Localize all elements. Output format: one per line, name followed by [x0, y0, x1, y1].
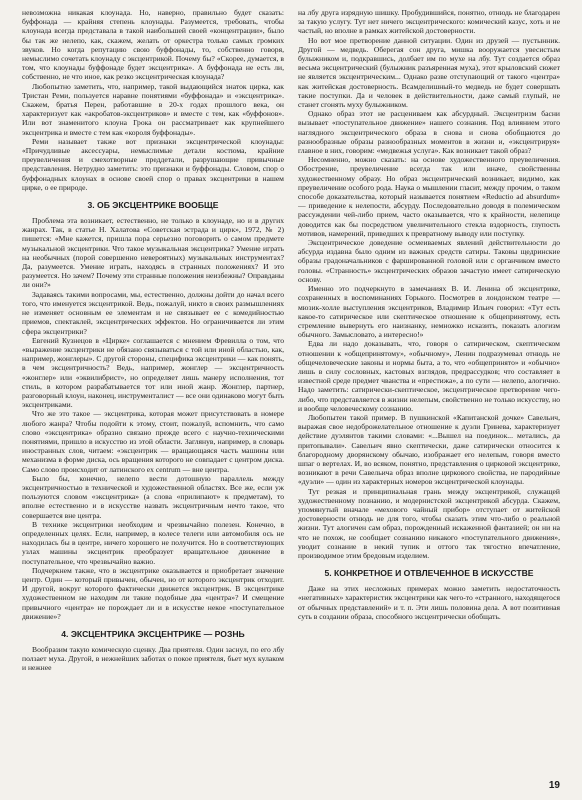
paragraph: Что же это такое — эксцентрика, которая может присутствовать в номере любого жанра? Чтобы подойти к этому, стоит, пожалуй, вспомнить, что само слово «эксцентрика» образно связано прежде всего с научно-техническими понятиями, пришло в искусство из этой области. Заглянув, например, в словарь иностранных слов, читаем: «эксцентрик — вращающаяся часть машины или механизма в форме диска, ось вращения которого не совпадает с центром диска. Само слово происходит от латинского ex centrum — вне центра.	[22, 409, 284, 474]
page-number: 19	[548, 780, 560, 791]
paragraph: Даже на этих несложных примерах можно заметить недостаточность «негативных» характеристик эксцентрики как чего-то «странного, находящегося от обычных представлений» и т. п. Эти лишь половина дела. А вот позитивная суть в создании образа, способного эксцентрически обобщать.	[298, 584, 560, 621]
left-column	[22, 8, 284, 784]
paragraph: Именно это подчеркнуто в замечаниях В. И. Ленина об эксцентрике, сохраненных в воспоминаниях Горького. Посмотрев в лондонском театре — мюзик-холле выступления эксцентриков, Владимир Ильич говорил: «Тут есть какое-то сатирическое или скептическое отношение к общепринятому, есть стремление вывернуть его наизнанку, немножко исказить, показать алогизм обычного. Замысловато, а интересно!»	[298, 284, 560, 340]
paragraph: Проблема эта возникает, естественно, не только в клоунаде, но и в других жанрах. Так, в статье Н. Халатова «Советская эстрада и цирк», 1972, № 2) пишется: «Мне кажется, пришла пора серьезно поговорить о самом предмете музыкальной эксцентрики. Что такое музыкальная эксцентрика? Умение играть на необычных (порой совершенно невероятных) музыкальных инструментах? Да, разумеется. Умение играть, находясь в странных положениях? И это разумеется. Но зачем? Почему эти странные положения неизбежны? Оправданы ли они?»	[22, 216, 284, 290]
paragraph: Тут резкая и принципиальная грань между эксцентрикой, служащей художественному познанию, и модернистской эксцентрикой абсурда. Скажем, упомянутый вначале «мехового чайный прибор» отступает от житейской достоверности отнюдь не для того, чтобы сказать этим что-либо о реальной жизни. Тут алогичен сам образ, порожденный искаженной фантазией; он ни на что не похож, не сообщает сознанию никакого «поступательного движения», уводит сознание в некий тупик и оттого так тягостно впечатление, производимое этим бредовым изделием.	[298, 486, 560, 560]
section-heading: 3. ОБ ЭКСЦЕНТРИКЕ ВООБЩЕ	[87, 200, 219, 211]
paragraph: Едва ли надо доказывать, что, говоря о сатирическом, скептическом отношении к «общепринятому», «обычному», Ленин подразумевал отнюдь не общечеловеческие законы и нормы быта, а то, что «общепринято» и «обычно» лишь в силу сословных, кастовых взглядов, предрассудков; что составляет в известной среде предмет чванства и «престижа», а по сути — нелепо, алогично. Надо заметить: сатирически-скептическое, эксцентрическое претворение чего-либо, что представляется в жизни нелепым, свойственно не только искусству, но и вообще человеческому сознанию.	[298, 339, 560, 413]
right-column	[298, 8, 560, 784]
paragraph: Однако образ этот не расцениваем как абсурдный. Эксцентризм басни вызывает «поступательное движение» нашего сознания. Под влиянием этого наглядного эксцентрического образа в снова и снова обобщаются до разнообразные образы разнообразных моментов в жизни и, «эксцентрируя» главное в них, говорим: «медвежья услуга». Как возникает такой образ?	[298, 109, 560, 156]
paragraph: на лбу друга изрядную шишку. Пробудившийся, понятно, отнюдь не благодарен за такую услугу. Тут нет ничего эксцентрического: комический казус, хоть и не частый, но вполне в рамках житейской достоверности.	[298, 8, 560, 36]
paragraph: В технике эксцентрики необходим и чрезвычайно полезен. Конечно, в определенных целях. Если, например, в колесе телеги или автомобиля ось не находилась бы в центре, ничего хорошего не получится. Но в соответствующих узлах машины эксцентрик преобразует вращательное движение в поступательное, что чрезвычайно важно.	[22, 519, 284, 566]
paragraph: Вообразим такую комическую сценку. Два приятеля. Один заснул, по его лбу ползает муха. Другой, в нежнейших заботах о покое приятеля, бьет мух кулаком и нежнее	[22, 645, 284, 673]
paragraph: Было бы, конечно, нелепо вести дотошную параллель между эксцентричностью в технической и художественной областях. Все же, если уж пользуются словом «эксцентрика» (а слова «прилипают» к предметам), то вполне естественно и в искусстве назвать эксцентричным нечто такое, что совершается вне центра.	[22, 473, 284, 520]
paragraph: Эксцентрическое доведение осмеиваемых явлений действительности до абсурда издавна было одним из важных средств сатиры. Таковы щедринские образы градоначальников с фаршированной головой или с органчиком вместо головы. «Странность» эксцентрических образов зачастую имеет сатирическую основу.	[298, 238, 560, 284]
paragraph: Но вот мое претворение данной ситуации. Один из друзей — пустынник. Другой — медведь. Оберегая сон друга, мишка вооружается увесистым булыжником и, подкравшись, долбает им по мухе на лбу. Тут создается образ весьма эксцентрический (булыжник разъяренная муха), этот крыловский сюжет не является эксцентрическим... Однако разве отступающий от такого «центра» как житейская достоверность. Всамделишный-то медведь не будет совершать такие поступки. Да и человек в действительности, даже самый глупый, не станет сгонять муху булыжником.	[298, 35, 560, 110]
magazine-page	[22, 8, 562, 784]
paragraph: Любопытно заметить, что, например, такой выдающийся знаток цирка, как Тристан Реми, пользуется наравне понятиями «буффонада» и «эксцентрика». Скажем, братья Перен, работавшие в 20-х годах прошлого века, он характеризует как «акробатов-эксцентриков» и вместе с тем, как «буффонов». Или вот знаменитого клоуна Грока он рассматривает как крупнейшего эксцентрика и вместе с тем как «короля буффонады».	[22, 81, 284, 137]
paragraph: Задаваясь такими вопросами, мы, естественно, должны дойти до начал всего того, что именуется эксцентрикой. Ведь, пожалуй, никто в своих размышлениях не изменяет основным ее элементам и не связывает ее с комедийностью приемов, спектаклей, эксцентрических эффектов. Но ограничивается ли этим сфера эксцентрики?	[22, 289, 284, 336]
paragraph: Реми называет также вот признаки эксцентрической клоунады: «Причудливые аксессуары, немыслимые детали костюма, крайние преувеличения и смехотворные преддетали, разрушающие привычные представления. Нетрудно заметить: это признаки и буффонады. Словом, спор о буффонадных клоунах в основе своей спор о правах эксцентрики в нашем цирке, о ее природе.	[22, 136, 284, 192]
section-heading: 4. ЭКСЦЕНТРИКА ЭКСЦЕНТРИКЕ — РОЗНЬ	[61, 629, 245, 639]
paragraph: Несомненно, можно сказать: на основе художественного преувеличения. Обострение, преувеличение всегда так или иначе, свойственны художественному образу. Но образ эксцентрический возникает, видимо, как преувеличение особого рода. Наука о мышлении гласит, между прочим, о таком способе доказательства, который называется понятием «Reductio ad absurdum» — приведение к нелепости, абсурду. Последовательно доводя в полемическом рассуждении чей-либо прием, часто оказывается, что к крайности, нелепице доводится как бы посредством увеличительного стекла вздорность, глупость мотивов, намерений, приведших к превратному выводу или поступку.	[298, 155, 560, 238]
paragraph: Любопытен такой пример. В пушкинской «Капитанской дочке» Савельич, выражая свое недоброжелательное отношение к дуэли Гринева, характеризует действие дуэлянтов такими словами: «...Вышел на поединок... метались, да притопывали». Савельич явно скептически, даже сатирически относится к благородному дворянскому обычаю, изображает его нелепым, говоря вместо шпаг о вертелах. И, во всяком, понятно, представления о цирковой эксцентрике, возникают в речи Савельича образ вполне циркового свойства, не пародийные «дуэли» — один из характерных номеров эксцентрической клоунады.	[298, 412, 560, 487]
paragraph: Евгений Кузнецов в «Цирке» соглашается с мнением Фревилла о том, что «выражение эксцентрики не обязано связываться с той или иной областью, как, например, жонглеры». С другой стороны, специфика эксцентрики — как понять, в чем эксцентричность? Ведь, например, жонглер — эксцентричность «жонглер» или «эквилибрист», но определяет лишь манеру исполнения, тот стиль, в котором разрабатывается тот или иной жанр. Жонглер, партнер, разговорный клоун, наконец, инструменталист — все они одинаково могут быть эксцентриками.	[22, 335, 284, 410]
paragraph: Подчеркнем также, что в эксцентрике оказывается и приобретает значение центр. Один — который привычен, обычен, но от которого эксцентрик отходит. И другой, вокруг которого фактически движется эксцентрик. В эксцентрике художественном не находим ли такие подобные два «центра»? И смещение привычного «центра» не порождает ли и в искусстве некое «поступательное движение»?	[22, 565, 284, 621]
section-heading: 5. КОНКРЕТНОЕ И ОТВЛЕЧЕННОЕ В ИСКУССТВЕ	[324, 568, 534, 579]
paragraph: невозможна никакая клоунада. Но, наверно, правильно будет сказать: буффонада — крайняя степень клоунады. Разумеется, требовать, чтобы клоунада всегда представала в такой наибольшей своей «концентрации», было бы так же нелепо, как, скажем, желать от оркестра только самых громких звуков. Но когда репутацию свою буффонады, то, собственно говоря, немыслимо сочетать клоунаду с эксцентрикой. Почему бы? «Скорее, думается, в том, что клоунады буффонаде будет эксцентрика». А буффонада не есть ли, собственно, не что иное, как резко эксцентрическая клоунада?	[22, 8, 284, 82]
